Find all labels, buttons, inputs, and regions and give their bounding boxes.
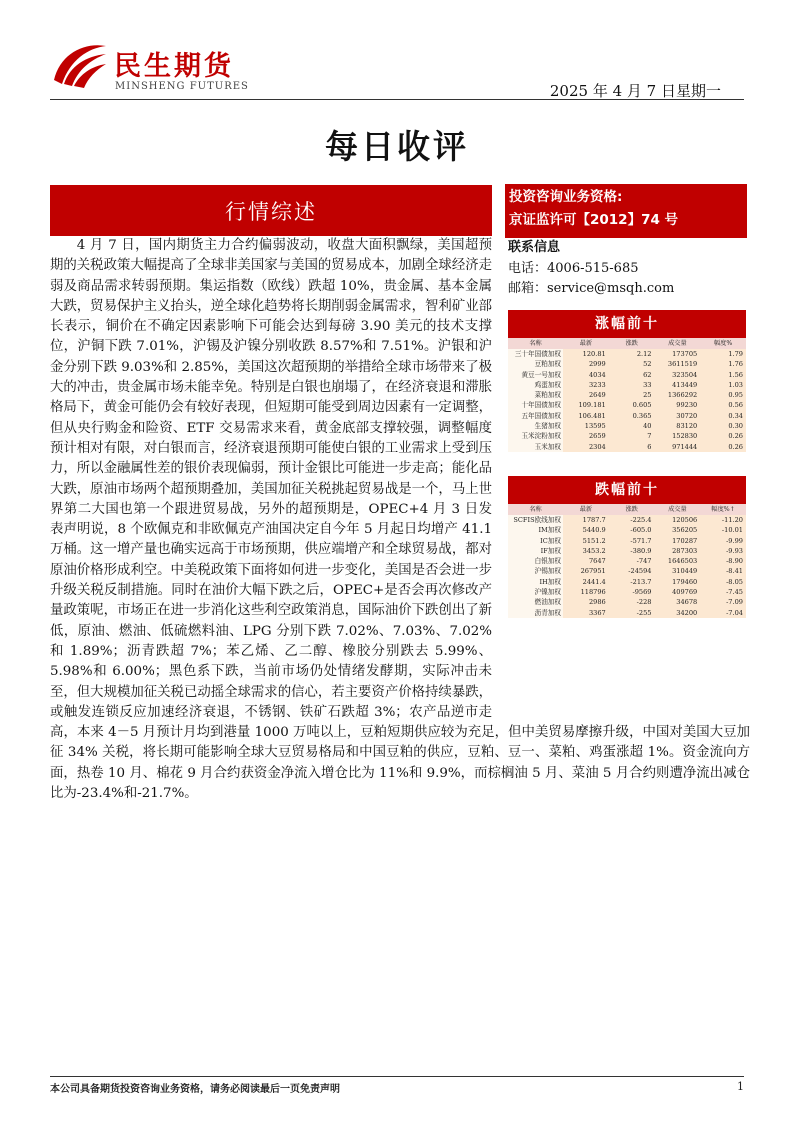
col-header: 涨跌 — [625, 340, 638, 347]
footer-disclaimer: 本公司具备期货投资咨询业务资格，请务必阅读最后一页免责声明 — [50, 1084, 340, 1095]
contract-name-cell: IF加权 — [508, 546, 563, 556]
col-header: 幅度% — [713, 340, 733, 347]
value-cell: -7.09 — [700, 597, 746, 607]
contract-name-cell: 五年国债加权 — [508, 411, 563, 421]
value-cell: 40 — [609, 421, 655, 431]
value-cell: 0.605 — [609, 400, 655, 410]
contract-name-cell: 沥青加权 — [508, 608, 563, 618]
value-cell: -571.7 — [609, 536, 655, 546]
section-title: 行情综述 — [50, 185, 492, 236]
value-cell: -9.99 — [700, 536, 746, 546]
value-cell: -255 — [609, 608, 655, 618]
value-cell: 6 — [609, 442, 655, 452]
value-cell: 310449 — [655, 566, 701, 576]
value-cell: 25 — [609, 390, 655, 400]
brand-name-en: MINSHENG FUTURES — [115, 81, 249, 92]
value-cell: 0.365 — [609, 411, 655, 421]
value-cell: -10.01 — [700, 525, 746, 535]
value-cell: 2441.4 — [563, 577, 609, 587]
header-divider — [50, 99, 744, 100]
value-cell: 0.30 — [700, 421, 746, 431]
contract-name-cell: IC加权 — [508, 536, 563, 546]
value-cell: 0.95 — [700, 390, 746, 400]
market-summary-paragraph: 4 月 7 日，国内期货主力合约偏弱波动，收盘大面积飘绿，美国超预期的关税政策大幅提高了全球非美国家与美国的贸易成本，加剧全球经济走弱及商品需求转弱预期。集运指数（欧线）跌超 10%，贵金属、基本金属大跌，贸易保护主义抬头，逆全球化趋势将长期削弱金属需求，智利矿业部长表示，铜价在不确定因素影响下可能会达到每磅 3.90 美元的技术支撑位，沪铜下跌 7.01%，沪锡及沪镍分别收跌 8.57%和 7.51%。沪银和沪金分别下跌 9.03%和 2.85%，美国这次超预期的举措给全球市场带来了极大的冲击，贵金属市场未能幸免。特别是白银也崩塌了，在经济衰退和滞胀格局下，黄金可能仍会有较好表现，但短期可能受到周边因素有一定调整，但从央行购金和险资、ETF 交易需求来看，黄金底部支撑较强，调整幅度预计相对有限，对白银而言，经济衰退预期可能使白银的工业需求上受到压力，所以金融属性差的银价表现偏弱，预计金银比可能进一步走高；能化品大跌，原油市场两个超预期叠加，美国加征关税挑起贸易战是一个，马上世界第二大国也第一个跟进贸易战，另外的超预期是，OPEC+4 月 3 日发表声明说，8 个欧佩克和非欧佩克产油国决定自今年 5 月起日均增产 41.1 万桶。这一增产量也确实远高于市场预期，供应端增产和全球贸易战，都对原油价格形成利空。中美税政策下面将如何进一步变化，美国是否会进一步升级关税反制措施。同时在油价大幅下跌之后，OPEC+是否会再次修改产量政策呢，市场正在进一步消化这些利空政策消息，国际油价下跌创出了新低，原油、燃油、低硫燃料油、LPG 分别下跌 7.02%、7.03%、7.02%和 1.89%；沥青跌超 7%；苯乙烯、乙二醇、橡胶分别跌去 5.99%、5.98%和 6.00%；黑色系下跌，当前市场仍处情绪发酵期，实际冲击未至，但大规模加征关税已动摇全球需求的信心，若主要资产价格持续暴跌，或触发连锁反应加速经济衰退，不锈钢、铁矿石跌超 3%；农产品逆市走高，本来 4－5 月预计月均到港量 1000 万吨以上，豆粕短期供应较为充足，但中美贸易摩擦升级，中国对美国大豆加征 34% 关税，将长期可能影响全球大豆贸易格局和中国豆粕的供应，豆粕、豆一、菜粕、鸡蛋涨超 1%。资金流向方面，热卷 10 月、棉花 9 月合约获资金净流入增仓比为 11%和 9.9%，而棕榈油 5 月、菜油 5 月合约则遭净流出减仓比为-23.4%和-21.7%。 — [50, 238, 750, 802]
value-cell: 323504 — [655, 370, 701, 380]
value-cell: 3453.2 — [563, 546, 609, 556]
contract-name-cell: 生猪加权 — [508, 421, 563, 431]
page-title: 每日收评 — [325, 127, 469, 166]
qualification-line-1: 投资咨询业务资格: — [509, 189, 623, 205]
value-cell: 3367 — [563, 608, 609, 618]
value-cell: 170287 — [655, 536, 701, 546]
contract-name-cell: 沪锡加权 — [508, 566, 563, 576]
brand-name: 民生期货 — [114, 51, 234, 82]
right-column-spacer — [492, 236, 750, 704]
company-logo-icon — [50, 40, 110, 92]
contract-name-cell: IH加权 — [508, 577, 563, 587]
value-cell: -11.20 — [700, 515, 746, 525]
value-cell: 30720 — [655, 411, 701, 421]
losers-title: 跌幅前十 — [508, 476, 746, 504]
value-cell: 179460 — [655, 577, 701, 587]
value-cell: 0.26 — [700, 431, 746, 441]
value-cell: 5151.2 — [563, 536, 609, 546]
value-cell: 287303 — [655, 546, 701, 556]
report-date: 2025 年 4 月 7 日星期一 — [549, 82, 721, 100]
value-cell: 0.26 — [700, 442, 746, 452]
footer-divider — [50, 1076, 744, 1077]
contract-name-cell: 玉米淀粉加权 — [508, 431, 563, 441]
value-cell: -7.04 — [700, 608, 746, 618]
contract-name-cell: 沪镍加权 — [508, 587, 563, 597]
col-header: 名称 — [529, 506, 542, 513]
value-cell: -8.05 — [700, 577, 746, 587]
contract-name-cell: 白银加权 — [508, 556, 563, 566]
contract-name-cell: 玉米加权 — [508, 442, 563, 452]
value-cell: 118796 — [563, 587, 609, 597]
value-cell: 152830 — [655, 431, 701, 441]
value-cell: 2304 — [563, 442, 609, 452]
value-cell: 0.34 — [700, 411, 746, 421]
value-cell: 267951 — [563, 566, 609, 576]
value-cell: -228 — [609, 597, 655, 607]
value-cell: 356205 — [655, 525, 701, 535]
value-cell: 413449 — [655, 380, 701, 390]
col-header: 最新 — [579, 506, 593, 513]
col-header: 最新 — [579, 340, 593, 347]
value-cell: 3233 — [563, 380, 609, 390]
value-cell: 971444 — [655, 442, 701, 452]
value-cell: 1366292 — [655, 390, 701, 400]
value-cell: 120.81 — [563, 349, 609, 359]
value-cell: -9.93 — [700, 546, 746, 556]
value-cell: 106.481 — [563, 411, 609, 421]
value-cell: 409769 — [655, 587, 701, 597]
market-summary — [50, 236, 750, 804]
contract-name-cell: 豆粕加权 — [508, 359, 563, 369]
value-cell: 7647 — [563, 556, 609, 566]
gainers-title: 涨幅前十 — [508, 310, 746, 338]
value-cell: 2659 — [563, 431, 609, 441]
value-cell: 7 — [609, 431, 655, 441]
value-cell: 52 — [609, 359, 655, 369]
contact-heading: 联系信息 — [508, 240, 561, 255]
value-cell: -8.90 — [700, 556, 746, 566]
value-cell: 173705 — [655, 349, 701, 359]
value-cell: 1787.7 — [563, 515, 609, 525]
value-cell: 1.03 — [700, 380, 746, 390]
value-cell: 5440.9 — [563, 525, 609, 535]
value-cell: -8.41 — [700, 566, 746, 576]
value-cell: 4034 — [563, 370, 609, 380]
col-header: 成交量 — [668, 340, 687, 347]
value-cell: 2986 — [563, 597, 609, 607]
value-cell: 109.181 — [563, 400, 609, 410]
value-cell: 2649 — [563, 390, 609, 400]
page-number: 1 — [737, 1080, 744, 1093]
value-cell: -747 — [609, 556, 655, 566]
value-cell: 2.12 — [609, 349, 655, 359]
value-cell: 0.56 — [700, 400, 746, 410]
contact-phone: 电话：4006-515-685 — [508, 260, 639, 276]
value-cell: 3611519 — [655, 359, 701, 369]
value-cell: -225.4 — [609, 515, 655, 525]
value-cell: 34200 — [655, 608, 701, 618]
contract-name-cell: 鸡蛋加权 — [508, 380, 563, 390]
value-cell: 2999 — [563, 359, 609, 369]
contact-email: 邮箱：service@msqh.com — [508, 281, 675, 296]
col-header: 名称 — [529, 340, 542, 347]
value-cell: 83120 — [655, 421, 701, 431]
col-header: 幅度%↑ — [711, 506, 735, 513]
value-cell: 1.56 — [700, 370, 746, 380]
contract-name-cell: 三十年国债加权 — [508, 349, 563, 359]
value-cell: 1.76 — [700, 359, 746, 369]
value-cell: -7.45 — [700, 587, 746, 597]
contract-name-cell: 黄豆一号加权 — [508, 370, 563, 380]
value-cell: 99230 — [655, 400, 701, 410]
value-cell: -9569 — [609, 587, 655, 597]
value-cell: 13595 — [563, 421, 609, 431]
contract-name-cell: IM加权 — [508, 525, 563, 535]
contract-name-cell: 燃油加权 — [508, 597, 563, 607]
value-cell: -380.9 — [609, 546, 655, 556]
contract-name-cell: 菜粕加权 — [508, 390, 563, 400]
value-cell: 62 — [609, 370, 655, 380]
qualification-line-2: 京证监许可【2012】74 号 — [509, 212, 679, 228]
value-cell: 1.79 — [700, 349, 746, 359]
qualification-box — [505, 184, 747, 238]
value-cell: 34678 — [655, 597, 701, 607]
contract-name-cell: SCFIS欧线加权 — [508, 515, 563, 525]
value-cell: 1646503 — [655, 556, 701, 566]
value-cell: 33 — [609, 380, 655, 390]
col-header: 涨跌 — [625, 506, 638, 513]
value-cell: -213.7 — [609, 577, 655, 587]
contract-name-cell: 十年国债加权 — [508, 400, 563, 410]
col-header: 成交量 — [668, 506, 687, 513]
value-cell: -605.0 — [609, 525, 655, 535]
value-cell: 120506 — [655, 515, 701, 525]
value-cell: -24594 — [609, 566, 655, 576]
